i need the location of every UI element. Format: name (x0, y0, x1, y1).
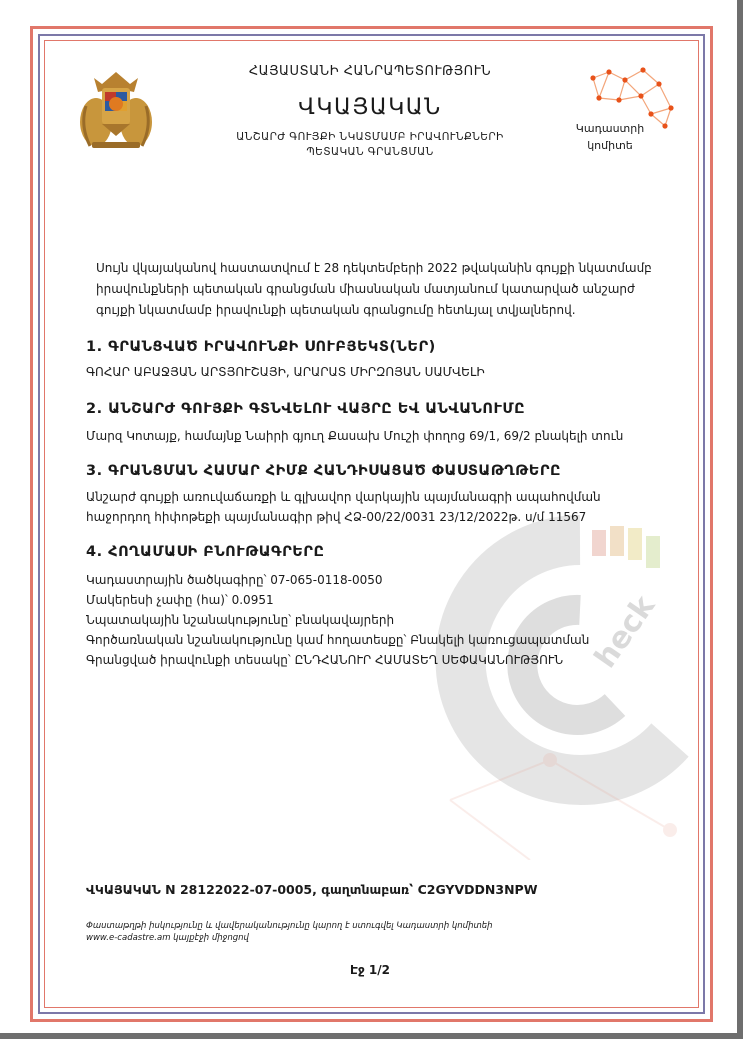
section-text-documents: Անշարժ գույքի առուվաճառքի և գլխավոր վարկային պայմանագրի ապահովման հաջորդող հիփոթեքի պայմանագիր թիվ ՀՁ-00/22/0031 23/12/2022թ. ս/մ 11567 (86, 490, 601, 524)
area-size: Մակերեսի չափը (հա)՝ 0.0951 (86, 593, 274, 607)
intro-line: գույքի նկատմամբ իրավունքի պետական գրանցումը հետևյալ տվյալներով. (96, 303, 576, 317)
intro-line: իրավունքների պետական գրանցման միասնական մատյանում կատարված անշարժ (96, 282, 635, 296)
section-text-land-characteristics (86, 570, 658, 670)
subtitle-line: ՊԵՏԱԿԱՆ ԳՐԱՆՑՄԱՆ (306, 146, 434, 158)
section-text-owners: ԳՈՀԱՐ ԱԲԱՋՅԱՆ ԱՐՏՅՈՒՇԱՅԻ, ԱՐԱՐԱՏ ՄԻՐԶՈՅԱՆ ՍԱՄՎԵԼԻ (86, 365, 485, 379)
section-heading-documents: 3. ԳՐԱՆՑՄԱՆ ՀԱՄԱՐ ՀԻՄՔ ՀԱՆԴԻՍԱՑԱԾ ՓԱՍՏԱԹՂԹԵՐԸ (86, 463, 561, 479)
functional-purpose: Գործառնական նշանակությունը կամ հողատեսքը՝ Բնակելի կառուցապատման (86, 633, 590, 647)
section-text-location: Մարզ Կոտայք, համայնք Նաիրի գյուղ Քասախ Մուշի փողոց 69/1, 69/2 բնակելի տուն (86, 429, 624, 443)
intro-paragraph (86, 258, 658, 321)
cadastral-code: Կադաստրային ծածկագիրը՝ 07-065-0118-0050 (86, 573, 383, 587)
subtitle-line: ԱՆՇԱՐԺ ԳՈՒՅՔԻ ՆԿԱՏՄԱՄԲ ԻՐԱՎՈՒՆՔՆԵՐԻ (236, 131, 504, 143)
republic-name: ՀԱՅԱՍՏԱՆԻ ՀԱՆՐԱՊԵՏՈՒԹՅՈՒՆ (248, 64, 492, 79)
page-number: Էջ 1/2 (350, 963, 390, 977)
certificate-number: ՎԿԱՅԱԿԱՆ N 28122022-07-0005, գաղտնաբառ՝ C2GYVDDN3NPW (86, 882, 538, 897)
intro-line: Սույն վկայականով հաստատվում է 28 դեկտեմբերի 2022 թվականին գույքի նկատմամբ (96, 261, 652, 275)
section-heading-land-characteristics: 4. ՀՈՂԱՄԱՍԻ ԲՆՈՒԹԱԳՐԵՐԸ (86, 544, 325, 560)
page-edge-right (737, 0, 743, 1039)
right-type: Գրանցված իրավունքի տեսակը՝ ԸՆԴՀԱՆՈՒՐ ՀԱՄԱՏԵՂ ՍԵՓԱԿԱՆՈՒԹՅՈՒՆ (86, 653, 564, 667)
section-heading-owners: 1. ԳՐԱՆՑՎԱԾ ԻՐԱՎՈՒՆՔԻ ՍՈՒԲՅԵԿՏ(ՆԵՐ) (86, 339, 436, 355)
section-heading-location: 2. ԱՆՇԱՐԺ ԳՈՒՅՔԻ ԳՏՆՎԵԼՈՒ ՎԱՅՐԸ ԵՎ ԱՆՎԱՆՈՒՄԸ (86, 401, 526, 417)
verification-note: Փաստաթղթի իսկությունը և վավերականությունը կարող է ստուգվել Կադաստրի կոմիտեի www.e-cadastre.am կայքէջի միջոցով (86, 921, 646, 944)
website-link[interactable]: www.e-cadastre.am կայքէջի միջոցով (86, 932, 249, 943)
coat-of-arms-icon (72, 66, 160, 156)
document-title: ՎԿԱՅԱԿԱՆ (298, 95, 442, 120)
target-purpose: Նպատակային նշանակությունը՝ բնակավայրերի (86, 613, 395, 627)
cadastre-committee-label: Կադաստրի կոմիտե (575, 122, 645, 152)
document-subtitle (200, 130, 540, 160)
watermark-text: heck (587, 589, 663, 675)
page-edge-bottom (0, 1033, 743, 1039)
